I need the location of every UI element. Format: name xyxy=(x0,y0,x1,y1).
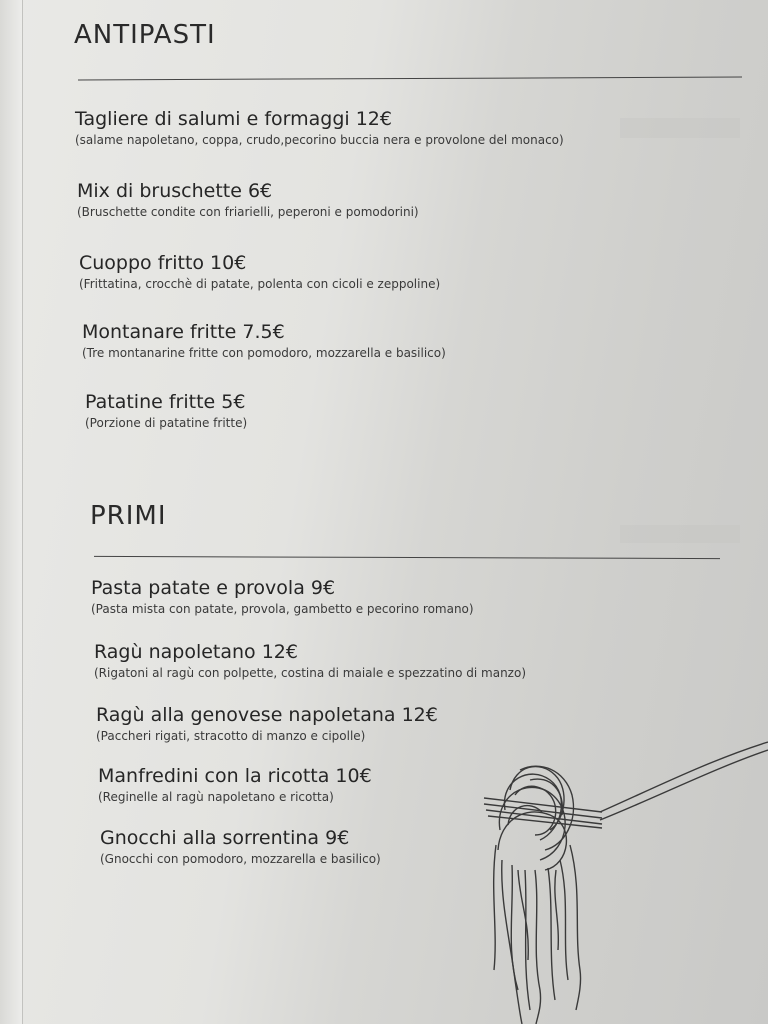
menu-item xyxy=(77,180,419,219)
menu-item-name: Patatine fritte 5€ xyxy=(85,391,246,413)
menu-item xyxy=(98,765,372,804)
menu-item xyxy=(91,577,474,616)
menu-item-description: (Pasta mista con patate, provola, gambetto e pecorino romano) xyxy=(91,602,474,616)
section-divider xyxy=(94,556,720,559)
spaghetti-fork-illustration xyxy=(470,720,768,1024)
menu-item-description: (Rigatoni al ragù con polpette, costina di maiale e spezzatino di manzo) xyxy=(94,666,526,680)
menu-item xyxy=(75,108,564,147)
show-through-texture xyxy=(620,525,740,543)
menu-item-description: (Reginelle al ragù napoletano e ricotta) xyxy=(98,790,334,804)
section-primi xyxy=(90,501,167,531)
menu-item-description: (Frittatina, crocchè di patate, polenta con cicoli e zeppoline) xyxy=(79,277,441,291)
menu-item xyxy=(100,827,381,866)
menu-item-name: Manfredini con la ricotta 10€ xyxy=(98,765,372,787)
menu-item-name: Pasta patate e provola 9€ xyxy=(91,577,336,599)
section-title: PRIMI xyxy=(90,501,167,531)
section-divider xyxy=(78,77,742,81)
menu-item-name: Ragù alla genovese napoletana 12€ xyxy=(96,704,438,726)
menu-item-description: (Gnocchi con pomodoro, mozzarella e basilico) xyxy=(100,852,381,866)
section-title: ANTIPASTI xyxy=(74,20,216,50)
page-edge xyxy=(0,0,23,1024)
show-through-texture xyxy=(620,118,740,138)
menu-item-description: (Paccheri rigati, stracotto di manzo e cipolle) xyxy=(96,729,366,743)
menu-item xyxy=(82,321,446,360)
menu-item-description: (Tre montanarine fritte con pomodoro, mozzarella e basilico) xyxy=(82,346,446,360)
menu-item xyxy=(94,641,526,680)
menu-item-name: Montanare fritte 7.5€ xyxy=(82,321,285,343)
menu-item-name: Gnocchi alla sorrentina 9€ xyxy=(100,827,350,849)
menu-item-description: (salame napoletano, coppa, crudo,pecorino buccia nera e provolone del monaco) xyxy=(75,133,564,147)
menu-item xyxy=(79,252,440,291)
menu-item-description: (Porzione di patatine fritte) xyxy=(85,416,248,430)
menu-item xyxy=(96,704,438,743)
menu-item-name: Tagliere di salumi e formaggi 12€ xyxy=(75,108,392,130)
menu-item-description: (Bruschette condite con friarielli, peperoni e pomodorini) xyxy=(77,205,419,219)
menu-item-name: Ragù napoletano 12€ xyxy=(94,641,298,663)
menu-item-name: Cuoppo fritto 10€ xyxy=(79,252,247,274)
menu-item xyxy=(85,391,247,430)
section-antipasti xyxy=(74,20,216,50)
menu-item-name: Mix di bruschette 6€ xyxy=(77,180,273,202)
